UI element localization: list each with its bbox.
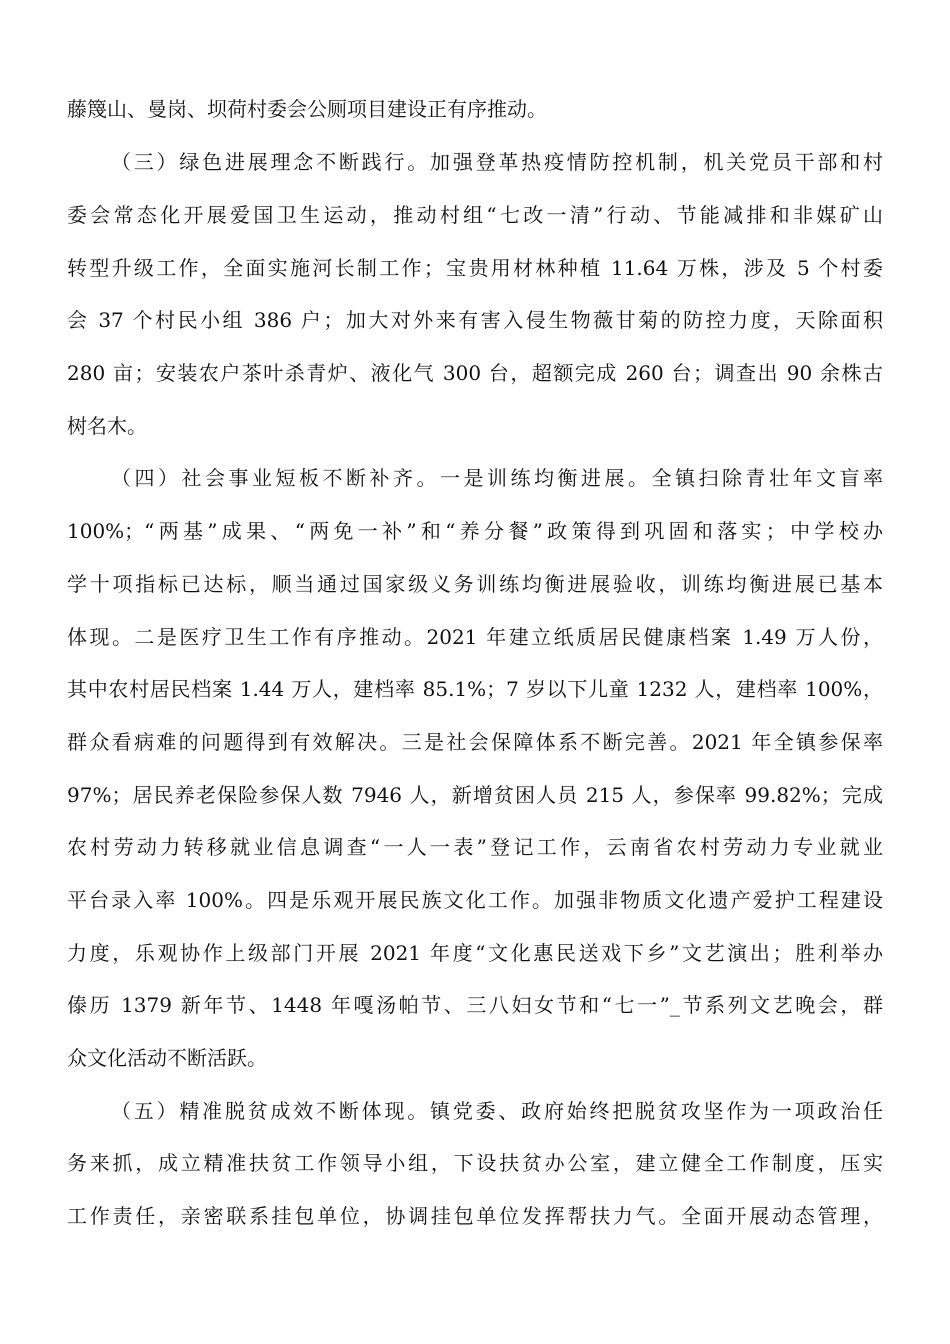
paragraph-heading-line: （三）绿色进展理念不断践行。加强登革热疫情防控机制，机关党员干部和村: [111, 150, 883, 174]
paragraph-heading-line: （四）社会事业短板不断补齐。一是训练均衡进展。全镇扫除青壮年文盲率: [111, 466, 883, 490]
text-line: 280 亩；安装农户茶叶杀青炉、液化气 300 台，超额完成 260 台；调查出 90 余株古: [67, 361, 883, 385]
text-line: 傣历 1379 新年节、1448 年嘎汤帕节、三八妇女节和“七一”_节系列文艺晚会，群: [67, 993, 883, 1017]
text-line: 97%；居民养老保险参保人数 7946 人，新增贫困人员 215 人，参保率 99.82%；完成: [67, 783, 883, 807]
text-line: 转型升级工作，全面实施河长制工作；宝贵用材林种植 11.64 万株，涉及 5 个村委: [67, 256, 883, 280]
text-line: 100%；“两基”成果、“两免一补”和“养分餐”政策得到巩固和落实；中学校办: [67, 519, 883, 543]
text-line: 工作责任，亲密联系挂包单位，协调挂包单位发挥帮扶力气。全面开展动态管理，: [67, 1204, 883, 1228]
text-line: 会 37 个村民小组 386 户；加大对外来有害入侵生物薇甘菊的防控力度，天除面积: [67, 308, 883, 332]
text-line: 众文化活动不断活跃。: [67, 1046, 267, 1070]
text-line: 树名木。: [67, 414, 147, 438]
paragraph-heading-line: （五）精准脱贫成效不断体现。镇党委、政府始终把脱贫攻坚作为一项政治任: [111, 1099, 883, 1123]
text-line: 平台录入率 100%。四是乐观开展民族文化工作。加强非物质文化遗产爱护工程建设: [67, 888, 883, 912]
text-line: 学十项指标已达标，顺当通过国家级义务训练均衡进展验收，训练均衡进展已基本: [67, 572, 883, 596]
text-line: 农村劳动力转移就业信息调查“一人一表”登记工作，云南省农村劳动力专业就业: [67, 835, 883, 859]
text-line: 力度，乐观协作上级部门开展 2021 年度“文化惠民送戏下乡”文艺演出；胜利举办: [67, 941, 883, 965]
text-line: 务来抓，成立精准扶贫工作领导小组，下设扶贫办公室，建立健全工作制度，压实: [67, 1151, 883, 1175]
text-line: 委会常态化开展爱国卫生运动，推动村组“七改一清”行动、节能减排和非媒矿山: [67, 203, 883, 227]
text-line: 藤篾山、曼岗、坝荷村委会公厕项目建设正有序推动。: [67, 97, 547, 121]
text-line: 群众看病难的问题得到有效解决。三是社会保障体系不断完善。2021 年全镇参保率: [67, 730, 883, 754]
text-line: 体现。二是医疗卫生工作有序推动。2021 年建立纸质居民健康档案 1.49 万人份，: [67, 625, 883, 649]
text-line: 其中农村居民档案 1.44 万人，建档率 85.1%；7 岁以下儿童 1232 人，建档率 100%，: [67, 677, 883, 701]
